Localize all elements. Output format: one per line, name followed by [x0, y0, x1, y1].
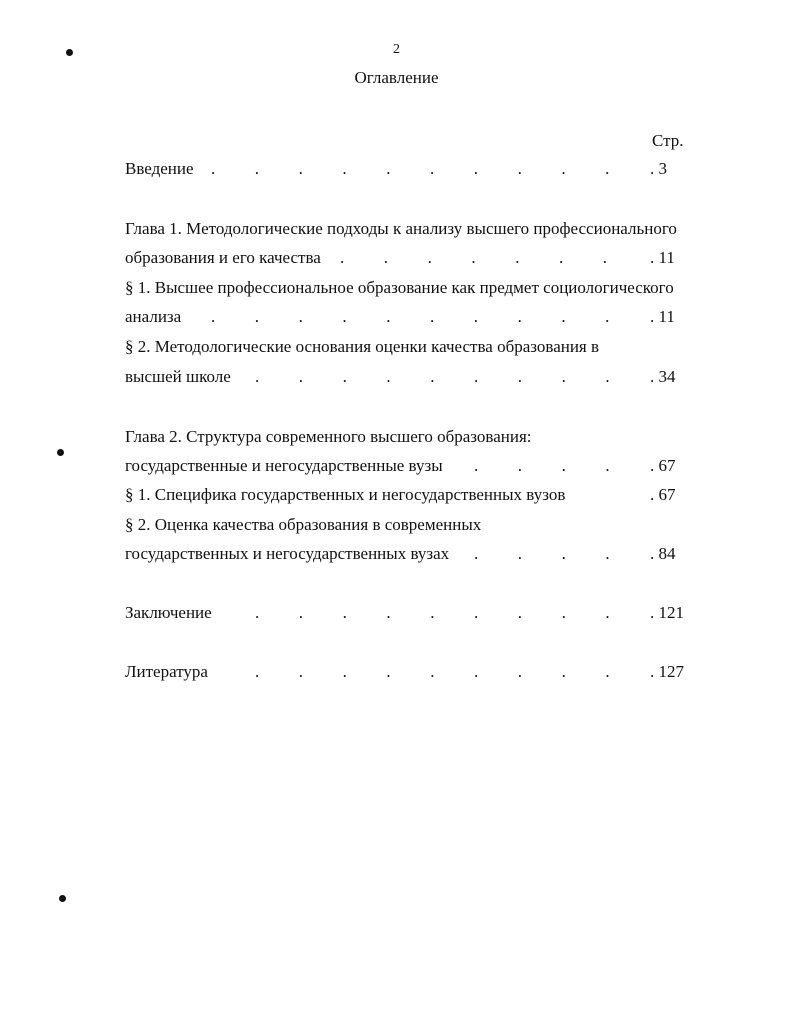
toc-entry-literature: Литература — [125, 662, 208, 681]
toc-page-chapter-1: . 11 — [650, 248, 675, 267]
toc-entry-section-1-1-cont: анализа — [125, 307, 182, 326]
dot-leader: . . . . . . . . . — [255, 662, 610, 681]
toc-entry-section-1-1: § 1. Высшее профессиональное образование как предмет социологического — [125, 278, 674, 297]
toc-title: Оглавление — [354, 68, 439, 87]
toc-entry-conclusion: Заключение — [125, 603, 212, 622]
toc-entry-section-2-2-cont: государственных и негосударственных вузах — [125, 544, 450, 563]
toc-entry-chapter-1-cont: образования и его качества — [125, 248, 321, 267]
toc-page-section-1-2: . 34 — [650, 367, 676, 386]
dot-leader: . . . . — [474, 544, 610, 563]
toc-page-chapter-2: . 67 — [650, 456, 676, 475]
toc-entry-section-1-2: § 2. Методологические основания оценки качества образования в — [125, 337, 600, 356]
dot-leader: . . . . . . . — [340, 248, 608, 267]
toc-page-conclusion: . 121 — [650, 603, 684, 622]
binder-hole-mark — [57, 449, 64, 456]
toc-entry-section-1-2-cont: высшей школе — [125, 367, 231, 386]
binder-hole-mark — [59, 895, 66, 902]
toc-page-section-2-1: . 67 — [650, 485, 676, 504]
page-number: 2 — [393, 42, 400, 57]
toc-page-literature: . 127 — [650, 662, 684, 681]
dot-leader: . . . . . . . . . . — [211, 159, 610, 178]
toc-entry-chapter-2-cont: государственные и негосударственные вузы — [125, 456, 443, 475]
page-column-header: Стр. — [652, 131, 684, 150]
toc-entry-chapter-2: Глава 2. Структура современного высшего образования: — [125, 427, 532, 446]
toc-entry-introduction: Введение — [125, 159, 194, 178]
toc-page-section-1-1: . 11 — [650, 307, 675, 326]
toc-page-section-2-2: . 84 — [650, 544, 676, 563]
toc-entry-section-2-1: § 1. Специфика государственных и негосударственных вузов — [125, 485, 566, 504]
toc-entry-section-2-2: § 2. Оценка качества образования в современных — [125, 515, 482, 534]
dot-leader: . . . . . . . . . . — [211, 307, 610, 326]
toc-page-introduction: . 3 — [650, 159, 667, 178]
dot-leader: . . . . . . . . . — [255, 367, 610, 386]
dot-leader: . . . . — [474, 456, 610, 475]
toc-entry-chapter-1: Глава 1. Методологические подходы к анализу высшего профессионального — [125, 219, 677, 238]
binder-hole-mark — [66, 49, 73, 56]
dot-leader: . . . . . . . . . — [255, 603, 610, 622]
